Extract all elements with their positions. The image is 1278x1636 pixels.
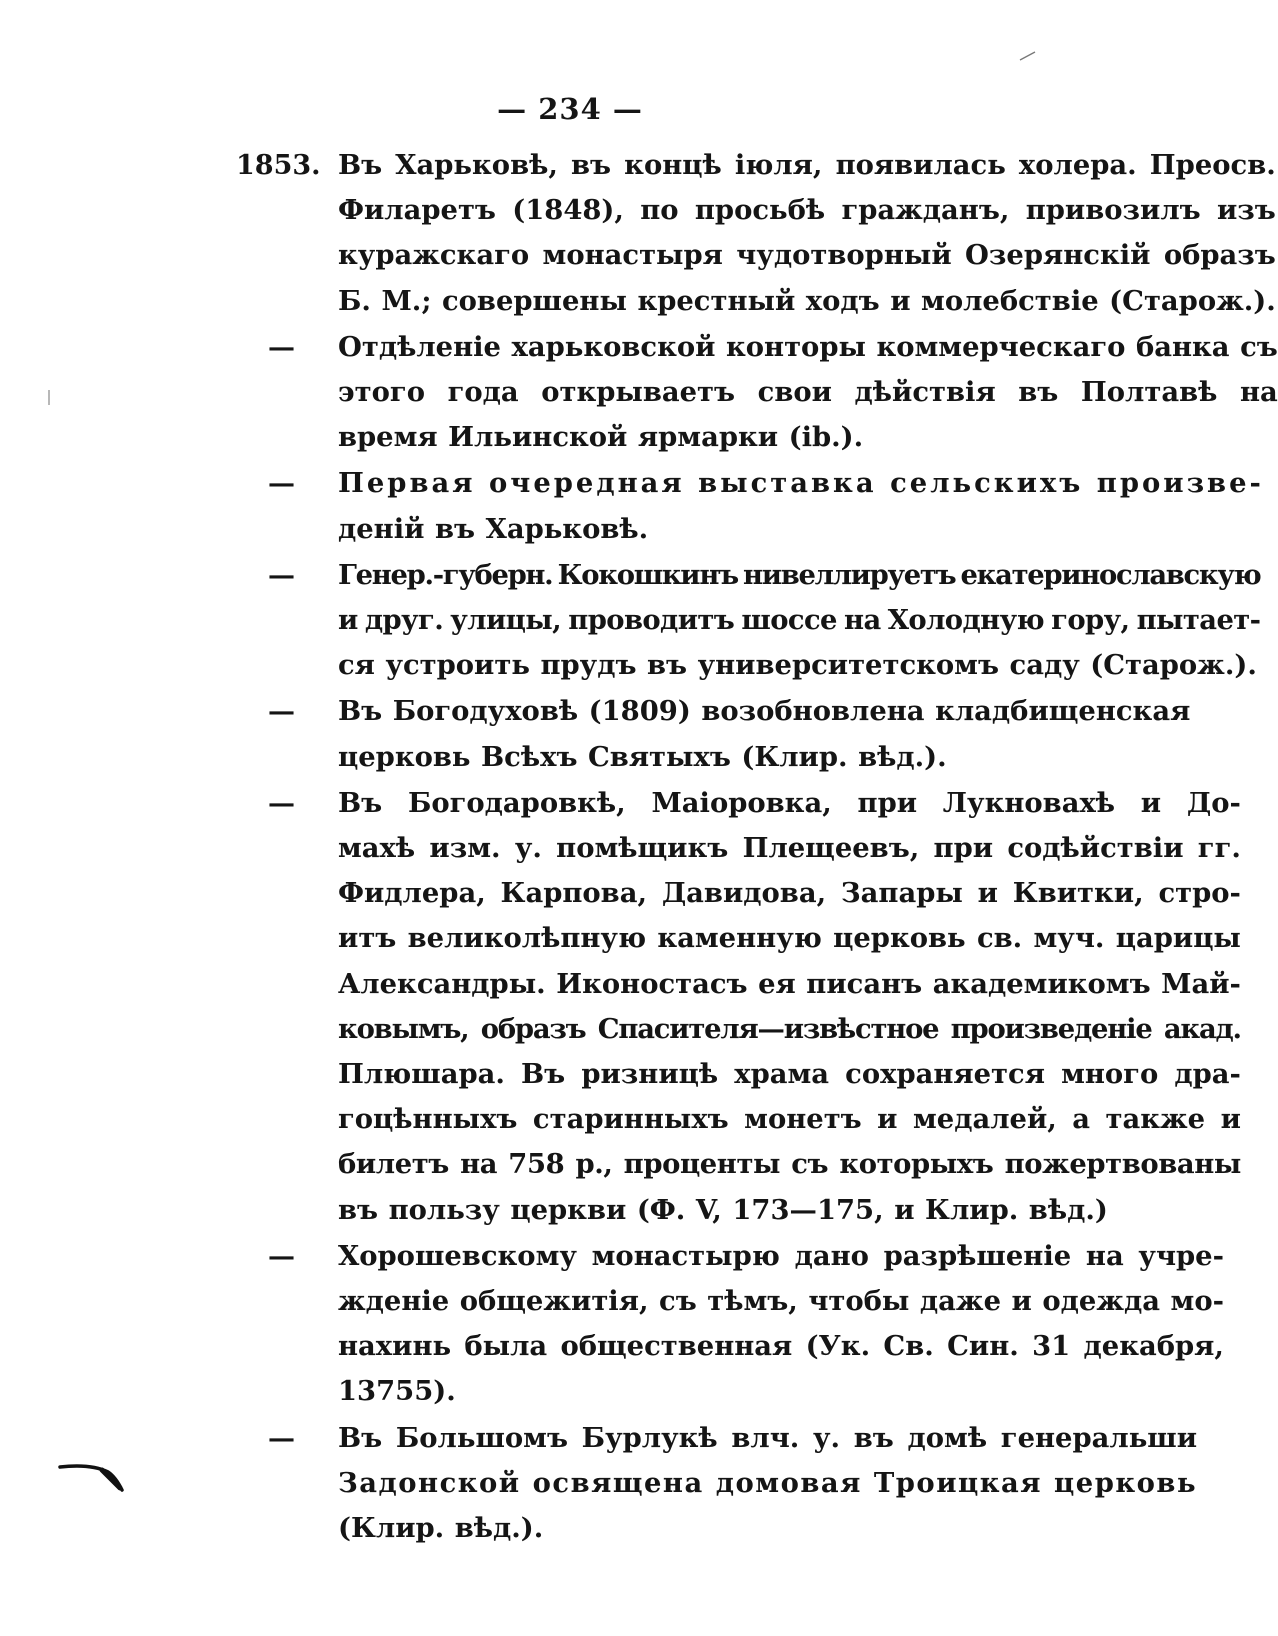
text-line: Филаретъ (1848), по просьбѣ гражданъ, привозилъ изъ bbox=[338, 194, 1276, 227]
text-line: деній въ Харьковѣ. bbox=[338, 512, 649, 545]
text-line: Генер.-губерн. Кокошкинъ нивеллируетъ екатеринославскую bbox=[338, 558, 1261, 591]
text-line: гоцѣнныхъ старинныхъ монетъ и медалей, а также и bbox=[338, 1103, 1241, 1136]
page-number: — 234 — bbox=[497, 92, 643, 126]
entry-dash: — bbox=[268, 1240, 295, 1272]
entry-dash: — bbox=[268, 559, 295, 591]
entry-1853-cholera bbox=[236, 143, 1276, 324]
entry-text bbox=[338, 689, 1190, 779]
entry-dash: — bbox=[268, 331, 295, 363]
entry-text bbox=[338, 553, 1260, 689]
entry-text bbox=[338, 325, 1278, 461]
text-line: Фидлера, Карпова, Давидова, Запары и Квитки, стро- bbox=[338, 877, 1241, 910]
text-line: и друг. улицы, проводитъ шоссе на Холодную гору, пытает- bbox=[338, 604, 1261, 637]
text-line: Б. М.; совершены крестный ходъ и молебствіе (Старож.). bbox=[338, 284, 1276, 317]
entry-text bbox=[338, 781, 1241, 1233]
text-line: Задонской освящена домовая Троицкая церковь bbox=[338, 1466, 1198, 1499]
text-line: Первая очередная выставка сельскихъ произве- bbox=[338, 467, 1264, 500]
entry-dash: — bbox=[268, 696, 295, 728]
text-line: церковь Всѣхъ Святыхъ (Клир. вѣд.). bbox=[338, 740, 947, 773]
text-line: итъ великолѣпную каменную церковь св. муч. царицы bbox=[338, 922, 1241, 955]
scan-speck-mark bbox=[46, 388, 52, 408]
text-line: Въ Харьковѣ, въ концѣ іюля, появилась холера. Преосв. bbox=[338, 149, 1276, 181]
entry-text bbox=[338, 143, 1276, 324]
text-line: Въ Богодаровкѣ, Маіоровка, при Лукновахѣ и До- bbox=[338, 786, 1241, 819]
chronicle-entries bbox=[236, 143, 1278, 1552]
text-line: Въ Богодуховѣ (1809) возобновлена кладбищенская bbox=[338, 695, 1191, 728]
scan-speck-mark bbox=[1018, 50, 1038, 62]
entry-bogodukhov-church bbox=[236, 689, 1191, 779]
text-line: махѣ изм. у. помѣщикъ Плещеевъ, при содѣйствіи гг. bbox=[338, 832, 1241, 865]
entry-bogodarovka-church bbox=[236, 781, 1241, 1233]
entry-dash: — bbox=[268, 787, 295, 819]
entry-governor-kokoshkin bbox=[236, 553, 1261, 689]
entry-khoroshev-monastery bbox=[236, 1234, 1224, 1415]
text-line: 13755). bbox=[338, 1375, 456, 1408]
text-line: Александры. Иконостасъ ея писанъ академикомъ Май- bbox=[338, 967, 1241, 1000]
entry-bank-office bbox=[236, 325, 1278, 461]
entry-dash: — bbox=[268, 1422, 295, 1454]
entry-text bbox=[338, 1234, 1224, 1415]
text-line: въ пользу церкви (Ф. V, 173—175, и Клир. вѣд.) bbox=[338, 1193, 1108, 1226]
text-line: жденіе общежитія, съ тѣмъ, чтобы даже и одежда мо- bbox=[338, 1285, 1224, 1318]
text-line: ся устроить прудъ въ университетскомъ саду (Старож.). bbox=[338, 649, 1257, 682]
text-line: ковымъ, образъ Спасителя—извѣстное произведеніе акад. bbox=[338, 1012, 1241, 1045]
text-line: этого года открываетъ свои дѣйствія въ Полтавѣ на bbox=[338, 376, 1278, 409]
scan-stroke-mark bbox=[58, 1458, 128, 1498]
text-line: время Ильинской ярмарки (ib.). bbox=[338, 421, 864, 454]
text-line: билетъ на 758 р., проценты съ которыхъ пожертвованы bbox=[338, 1148, 1241, 1181]
text-line: Отдѣленіе харьковской конторы коммерческаго банка съ bbox=[338, 330, 1278, 363]
text-line: нахинь была общественная (Ук. Св. Син. 31 декабря, bbox=[338, 1330, 1224, 1363]
entry-year: 1853. bbox=[236, 150, 321, 181]
entry-text bbox=[338, 461, 1264, 551]
text-line: куражскаго монастыря чудотворный Озерянскій образъ bbox=[338, 239, 1276, 272]
entry-exhibition bbox=[236, 461, 1264, 551]
text-line: Въ Большомъ Бурлукѣ влч. у. въ домѣ генеральши bbox=[338, 1421, 1198, 1454]
text-line: Хорошевскому монастырю дано разрѣшеніе на учре- bbox=[338, 1239, 1224, 1272]
entry-bolshoy-burluk-church bbox=[236, 1416, 1198, 1552]
entry-text bbox=[338, 1416, 1197, 1552]
text-line: Плюшара. Въ ризницѣ храма сохраняется много дра- bbox=[338, 1058, 1241, 1091]
entry-dash: — bbox=[268, 468, 295, 500]
text-line: (Клир. вѣд.). bbox=[338, 1512, 544, 1545]
